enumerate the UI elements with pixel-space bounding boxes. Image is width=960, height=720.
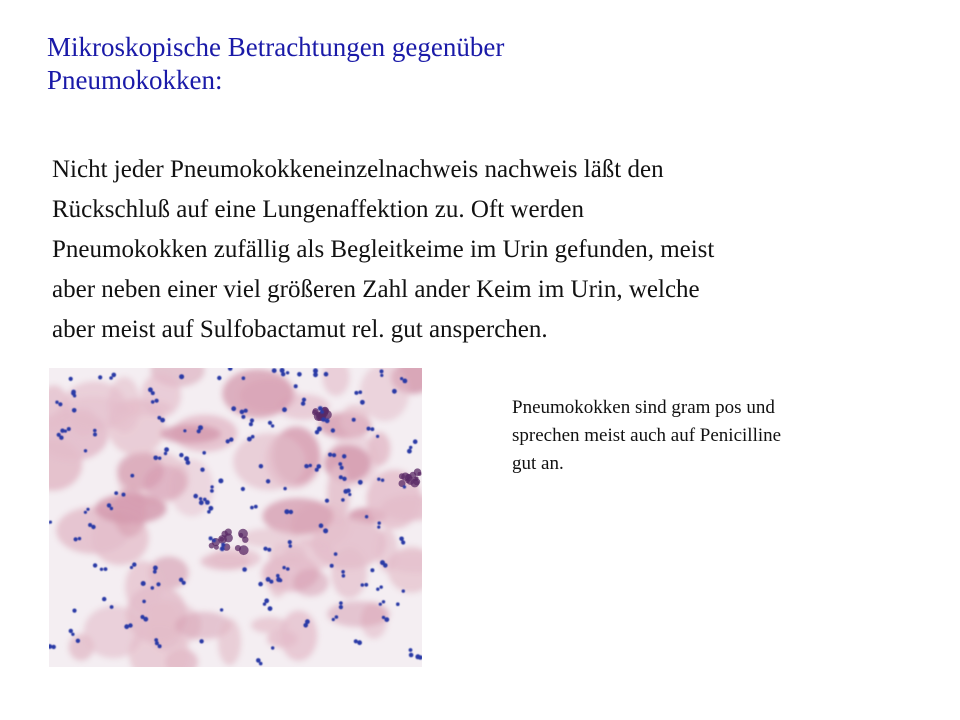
coccus	[271, 646, 274, 649]
coccus	[249, 422, 253, 426]
coccus	[371, 427, 375, 431]
coccus	[179, 453, 183, 457]
coccus	[263, 602, 266, 605]
coccus	[247, 437, 252, 442]
coccus	[67, 427, 71, 431]
coccus	[264, 598, 269, 603]
coccus	[342, 477, 346, 481]
coccus	[199, 497, 202, 500]
coccus	[267, 548, 271, 552]
coccus	[217, 376, 221, 380]
coccus	[335, 615, 339, 619]
tissue-cell	[368, 432, 390, 466]
coccus	[283, 487, 286, 490]
coccus	[199, 500, 204, 505]
coccus	[258, 582, 263, 587]
coccus	[407, 449, 412, 454]
coccus	[210, 489, 214, 493]
coccus	[301, 401, 305, 405]
coccus	[164, 447, 169, 452]
coccus	[324, 372, 329, 377]
coccus	[400, 377, 403, 380]
coccus	[319, 523, 324, 528]
coccus	[153, 570, 157, 574]
coccus	[155, 399, 159, 403]
coccus	[403, 379, 408, 384]
coccus	[182, 581, 186, 585]
coccus	[286, 371, 289, 374]
stain-clump	[221, 531, 228, 538]
coccus	[241, 415, 245, 419]
coccus	[91, 525, 95, 529]
coccus	[71, 633, 74, 636]
coccus	[306, 465, 309, 468]
slide-title	[47, 31, 747, 97]
coccus	[392, 389, 397, 394]
coccus	[210, 485, 213, 488]
coccus	[325, 418, 330, 423]
coccus	[73, 394, 76, 397]
coccus	[384, 617, 389, 622]
coccus	[323, 528, 328, 533]
tissue-cell	[201, 553, 251, 570]
coccus	[100, 568, 103, 571]
coccus	[207, 510, 211, 514]
coccus	[143, 617, 148, 622]
coccus	[268, 606, 273, 611]
tissue-cell	[218, 618, 241, 665]
coccus	[202, 451, 206, 455]
coccus	[209, 506, 214, 511]
coccus	[341, 570, 345, 574]
title-line-2: Pneumokokken:	[47, 65, 223, 95]
coccus	[84, 449, 87, 452]
coccus	[268, 421, 272, 425]
coccus	[71, 390, 76, 395]
coccus	[254, 505, 258, 509]
coccus	[250, 506, 254, 510]
coccus	[226, 439, 230, 443]
coccus	[313, 372, 318, 377]
stain-clump	[312, 410, 318, 416]
coccus	[212, 539, 216, 543]
coccus	[114, 491, 118, 495]
body-line-2: Rückschluß auf eine Lungenaffektion zu. Oft werden	[52, 196, 584, 223]
coccus	[380, 369, 384, 373]
coccus	[259, 662, 263, 666]
coccus	[153, 456, 158, 461]
coccus	[93, 429, 97, 433]
coccus	[151, 391, 155, 395]
coccus	[179, 374, 184, 379]
coccus	[109, 376, 113, 380]
coccus	[112, 373, 117, 378]
coccus	[272, 368, 277, 373]
stain-clump	[209, 543, 215, 549]
coccus	[377, 526, 380, 529]
stain-clump	[399, 473, 405, 479]
coccus	[240, 410, 245, 415]
coccus	[276, 574, 280, 578]
coccus	[342, 454, 346, 458]
coccus	[74, 537, 78, 541]
coccus	[339, 475, 343, 479]
stain-clump	[405, 474, 412, 481]
body-line-4: aber neben einer viel größeren Zahl ander Keim im Urin, welche	[52, 276, 700, 303]
coccus	[156, 582, 160, 586]
coccus	[357, 640, 362, 645]
coccus	[263, 547, 267, 551]
coccus	[58, 402, 62, 406]
coccus	[76, 639, 80, 643]
coccus	[186, 460, 191, 465]
coccus	[276, 577, 281, 582]
coccus	[153, 566, 158, 571]
coccus	[359, 390, 363, 394]
coccus	[309, 464, 312, 467]
coccus	[183, 429, 186, 432]
coccus	[104, 567, 108, 571]
coccus	[328, 453, 332, 457]
coccus	[409, 653, 414, 658]
coccus	[346, 489, 350, 493]
note-line-2: sprechen meist auch auf Penicilline	[512, 425, 782, 446]
coccus	[396, 602, 400, 606]
coccus	[86, 508, 89, 511]
coccus	[303, 623, 308, 628]
coccus	[331, 428, 335, 432]
coccus	[302, 398, 306, 402]
coccus	[242, 567, 247, 572]
coccus	[93, 433, 97, 437]
coccus	[361, 583, 365, 587]
coccus	[160, 418, 165, 423]
coccus	[241, 487, 245, 491]
coccus	[380, 585, 383, 588]
coccus	[413, 439, 418, 444]
coccus	[289, 544, 292, 547]
tissue-cell	[267, 630, 297, 648]
stain-clump	[414, 468, 422, 476]
title-line-1: Mikroskopische Betrachtungen gegenüber	[47, 32, 505, 62]
stain-clump	[239, 545, 249, 555]
coccus	[282, 566, 285, 569]
coccus	[218, 478, 223, 483]
coccus	[315, 468, 319, 472]
coccus	[64, 430, 67, 433]
side-note	[512, 394, 912, 478]
coccus	[259, 464, 263, 468]
coccus	[409, 648, 413, 652]
coccus	[341, 498, 345, 502]
coccus	[330, 564, 334, 568]
coccus	[151, 400, 155, 404]
coccus	[209, 536, 213, 540]
coccus	[84, 511, 87, 514]
coccus	[332, 618, 335, 621]
coccus	[78, 537, 81, 540]
coccus	[266, 479, 270, 483]
coccus	[286, 567, 290, 571]
coccus	[403, 485, 406, 488]
coccus	[320, 410, 324, 414]
coccus	[107, 503, 111, 507]
coccus	[315, 430, 319, 434]
coccus	[110, 507, 113, 510]
coccus	[339, 605, 343, 609]
coccus	[281, 372, 285, 376]
coccus	[297, 372, 302, 377]
coccus	[271, 424, 274, 427]
coccus	[348, 493, 351, 496]
tissue-cell	[293, 569, 329, 596]
coccus	[289, 510, 293, 514]
coccus	[401, 540, 405, 544]
coccus	[284, 509, 289, 514]
coccus	[282, 407, 287, 412]
coccus	[364, 583, 368, 587]
coccus	[370, 568, 374, 572]
tissue-cell	[160, 425, 221, 444]
coccus	[93, 563, 97, 567]
coccus	[269, 580, 273, 584]
coccus	[376, 588, 379, 591]
coccus	[352, 418, 356, 422]
coccus	[231, 406, 236, 411]
coccus	[72, 609, 76, 613]
coccus	[382, 600, 385, 603]
coccus	[339, 601, 343, 605]
coccus	[294, 384, 298, 388]
coccus	[141, 581, 146, 586]
coccus	[358, 480, 363, 485]
coccus	[332, 453, 336, 457]
coccus	[155, 641, 159, 645]
coccus	[376, 435, 379, 438]
micrograph-image	[49, 368, 422, 667]
coccus	[325, 499, 329, 503]
coccus	[193, 494, 198, 499]
coccus	[69, 629, 73, 633]
coccus	[383, 563, 388, 568]
coccus	[338, 462, 342, 466]
coccus	[354, 391, 358, 395]
coccus	[52, 645, 56, 649]
coccus	[124, 624, 129, 629]
coccus	[98, 375, 102, 379]
coccus	[367, 427, 371, 431]
coccus	[378, 521, 381, 524]
coccus	[334, 552, 338, 556]
coccus	[402, 589, 405, 592]
coccus	[132, 562, 136, 566]
coccus	[340, 466, 344, 470]
coccus	[142, 600, 146, 604]
coccus	[59, 436, 63, 440]
coccus	[380, 374, 383, 377]
coccus	[318, 406, 323, 411]
coccus	[220, 608, 223, 611]
coccus	[69, 377, 73, 381]
body-line-5: aber meist auf Sulfobactamut rel. gut ansperchen.	[52, 316, 548, 343]
coccus	[381, 479, 384, 482]
micrograph-svg	[49, 368, 422, 667]
coccus	[110, 605, 114, 609]
coccus	[197, 429, 201, 433]
tissue-cell	[69, 634, 94, 661]
stain-clump	[238, 529, 248, 539]
coccus	[244, 409, 248, 413]
coccus	[130, 474, 134, 478]
coccus	[102, 597, 106, 601]
coccus	[200, 468, 204, 472]
coccus	[199, 639, 203, 643]
coccus	[72, 408, 77, 413]
tissue-cell	[113, 487, 146, 537]
coccus	[342, 574, 346, 578]
coccus	[220, 546, 225, 551]
coccus	[130, 566, 133, 569]
coccus	[288, 540, 292, 544]
coccus	[365, 515, 368, 518]
body-line-3: Pneumokokken zufällig als Begleitkeime im Urin gefunden, meist	[52, 236, 715, 263]
tissue-cell	[141, 373, 181, 418]
coccus	[360, 400, 365, 405]
coccus	[377, 478, 380, 481]
coccus	[409, 446, 412, 449]
stain-clump	[219, 537, 224, 542]
coccus	[158, 457, 161, 460]
coccus	[55, 401, 58, 404]
coccus	[250, 418, 254, 422]
tissue-cell	[144, 465, 188, 500]
coccus	[122, 493, 126, 497]
coccus	[242, 376, 246, 380]
stain-clump	[415, 476, 419, 480]
stain-clump	[214, 545, 219, 550]
coccus	[379, 603, 382, 606]
body-paragraph	[52, 150, 932, 350]
note-line-3: gut an.	[512, 453, 564, 474]
coccus	[221, 543, 225, 547]
note-line-1: Pneumokokken sind gram pos und	[512, 397, 775, 418]
coccus	[158, 644, 162, 648]
coccus	[205, 500, 210, 505]
body-line-1: Nicht jeder Pneumokokkeneinzelnachweis nachweis läßt den	[52, 156, 664, 183]
coccus	[151, 586, 155, 590]
coccus	[164, 452, 167, 455]
